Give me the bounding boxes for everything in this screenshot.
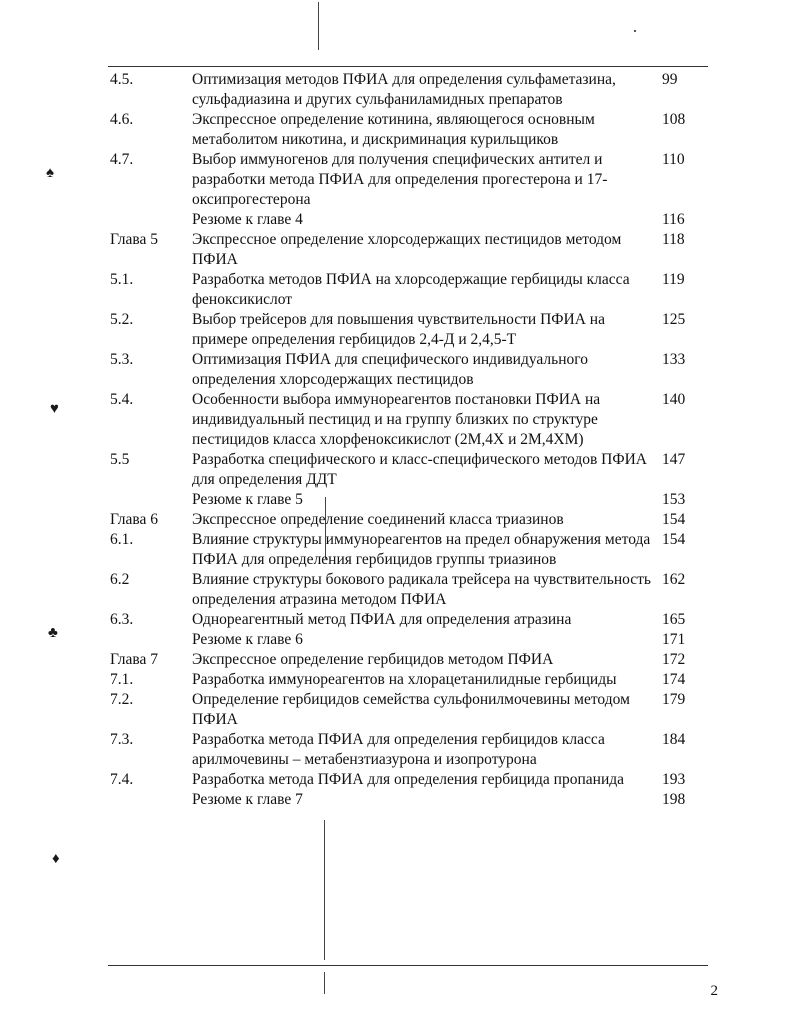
toc-entry-page: 172 bbox=[662, 651, 686, 668]
toc-entry-number: 6.1. bbox=[110, 531, 134, 548]
toc-entry-title: Разработка методов ПФИА на хлорсодержащие гербициды класса феноксикислот bbox=[192, 271, 630, 308]
top-rule bbox=[108, 66, 708, 67]
toc-entry-title: Резюме к главе 5 bbox=[192, 491, 303, 508]
toc-entry-title: Оптимизация методов ПФИА для определения сульфаметазина, сульфадиазина и других сульфаниламидных препаратов bbox=[192, 71, 616, 108]
toc-entry-title: Экспрессное определение гербицидов методом ПФИА bbox=[192, 651, 554, 668]
toc-entry-page: 165 bbox=[662, 611, 686, 628]
toc-entry bbox=[110, 390, 710, 450]
toc-entry bbox=[110, 630, 710, 650]
toc-entry bbox=[110, 210, 710, 230]
toc-entry bbox=[110, 110, 710, 150]
toc-entry bbox=[110, 450, 710, 490]
toc-entry bbox=[110, 70, 710, 110]
toc-entry bbox=[110, 730, 710, 770]
toc-entry-title: Выбор трейсеров для повышения чувствительности ПФИА на примере определения гербицидов 2,4-Д и 2,4,5-Т bbox=[192, 311, 605, 348]
toc-entry-page: 198 bbox=[662, 791, 686, 808]
toc-entry bbox=[110, 570, 710, 610]
toc-entry-number: 4.6. bbox=[110, 111, 134, 128]
toc-entry-title: Определение гербицидов семейства сульфонилмочевины методом ПФИА bbox=[192, 691, 630, 728]
toc-entry-title: Оптимизация ПФИА для специфического индивидуального определения хлорсодержащих пестицидов bbox=[192, 351, 588, 388]
toc-entry-number: 6.3. bbox=[110, 611, 134, 628]
toc-entry-number: 7.3. bbox=[110, 731, 134, 748]
toc-entry-title: Однореагентный метод ПФИА для определения атразина bbox=[192, 611, 572, 628]
toc-entry-title: Разработка метода ПФИА для определения гербицида пропанида bbox=[192, 771, 625, 788]
toc-entry-title: Резюме к главе 4 bbox=[192, 211, 303, 228]
toc-entry-title: Особенности выбора иммунореагентов постановки ПФИА на индивидуальный пестицид и на группу близких по структуре пестицидов класса хлорфеноксикислот (2М,4Х и 2М,4ХМ) bbox=[192, 391, 601, 448]
toc-entry-number: 5.5 bbox=[110, 451, 130, 468]
toc-entry-title: Экспрессное определение соединений класса триазинов bbox=[192, 511, 564, 528]
toc-entry-page: 108 bbox=[662, 111, 686, 128]
scan-speck-2: ♥ bbox=[50, 401, 59, 417]
toc-entry-page: 99 bbox=[662, 71, 678, 88]
toc-entry-page: 193 bbox=[662, 771, 686, 788]
toc-entry-page: 116 bbox=[662, 211, 685, 228]
toc-entry-number: Глава 5 bbox=[110, 231, 159, 248]
toc-entry-title: Экспрессное определение хлорсодержащих пестицидов методом ПФИА bbox=[192, 231, 622, 268]
toc-entry-title: Влияние структуры бокового радикала трейсера на чувствительность определения атразина методом ПФИА bbox=[192, 571, 652, 608]
toc-entry-title: Влияние структуры иммунореагентов на предел обнаружения метода ПФИА для определения гербицидов группы триазинов bbox=[192, 531, 651, 568]
toc-entry-page: 174 bbox=[662, 671, 686, 688]
toc-entry bbox=[110, 230, 710, 270]
toc-entry-title: Разработка специфического и класс-специфического методов ПФИА для определения ДДТ bbox=[192, 451, 647, 488]
toc-entry bbox=[110, 650, 710, 670]
page-number: 2 bbox=[710, 983, 718, 999]
toc-entry-number: 4.5. bbox=[110, 71, 134, 88]
toc-entry-title: Разработка иммунореагентов на хлорацетанилидные гербициды bbox=[192, 671, 617, 688]
toc-entry bbox=[110, 510, 710, 530]
toc-entry-number: 7.1. bbox=[110, 671, 134, 688]
toc-entry-title: Разработка метода ПФИА для определения гербицидов класса арилмочевины – метабензтиазурона и изопротурона bbox=[192, 731, 605, 768]
toc-entry-page: 140 bbox=[662, 391, 686, 408]
scan-line-top bbox=[318, 2, 319, 50]
toc-entry-page: 171 bbox=[662, 631, 686, 648]
toc-entry bbox=[110, 790, 710, 810]
toc-entry-number: 5.3. bbox=[110, 351, 134, 368]
toc-entry-number: 5.4. bbox=[110, 391, 134, 408]
toc-entry-number: 5.1. bbox=[110, 271, 134, 288]
toc-entry-page: 125 bbox=[662, 311, 686, 328]
toc-entry-page: 154 bbox=[662, 511, 686, 528]
scan-speck-3: ♣ bbox=[48, 625, 58, 641]
toc-entry bbox=[110, 150, 710, 210]
toc-entry-page: 179 bbox=[662, 691, 686, 708]
toc-entry-page: 184 bbox=[662, 731, 686, 748]
toc-entry-number: Глава 6 bbox=[110, 511, 159, 528]
toc-entry-page: 154 bbox=[662, 531, 686, 548]
scan-line-bottom bbox=[324, 972, 325, 994]
toc-entry-page: 119 bbox=[662, 271, 685, 288]
toc-entry bbox=[110, 270, 710, 310]
toc-entry-page: 133 bbox=[662, 351, 686, 368]
toc-entry-title: Резюме к главе 7 bbox=[192, 791, 303, 808]
toc-entry-page: 162 bbox=[662, 571, 686, 588]
toc-entry-page: 147 bbox=[662, 451, 686, 468]
scan-speck-4: ♦ bbox=[52, 851, 60, 867]
toc-entry-number: 7.4. bbox=[110, 771, 134, 788]
scan-line-lower bbox=[324, 820, 325, 960]
toc-entry bbox=[110, 310, 710, 350]
toc-entry-page: 118 bbox=[662, 231, 685, 248]
toc-entry-number: 5.2. bbox=[110, 311, 134, 328]
toc-entry bbox=[110, 530, 710, 570]
toc-entry-number: 6.2 bbox=[110, 571, 130, 588]
toc-entry-number: Глава 7 bbox=[110, 651, 159, 668]
scan-speck-1: ♠ bbox=[46, 165, 54, 181]
toc-entry-page: 110 bbox=[662, 151, 685, 168]
toc-entry bbox=[110, 690, 710, 730]
toc-entry bbox=[110, 670, 710, 690]
toc-entry-page: 153 bbox=[662, 491, 686, 508]
toc-entry bbox=[110, 350, 710, 390]
toc-entry-number: 7.2. bbox=[110, 691, 134, 708]
scan-dot bbox=[634, 30, 636, 32]
toc-entry-title: Резюме к главе 6 bbox=[192, 631, 303, 648]
toc-entry-title: Выбор иммуногенов для получения специфических антител и разработки метода ПФИА для определения прогестерона и 17-оксипрогестерона bbox=[192, 151, 608, 208]
toc-entry bbox=[110, 610, 710, 630]
toc-entry bbox=[110, 770, 710, 790]
bottom-rule bbox=[108, 965, 708, 966]
toc-entry-title: Экспрессное определение котинина, являющегося основным метаболитом никотина, и дискриминация курильщиков bbox=[192, 111, 595, 148]
toc-entry-number: 4.7. bbox=[110, 151, 134, 168]
table-of-contents bbox=[110, 70, 710, 810]
toc-entry bbox=[110, 490, 710, 510]
